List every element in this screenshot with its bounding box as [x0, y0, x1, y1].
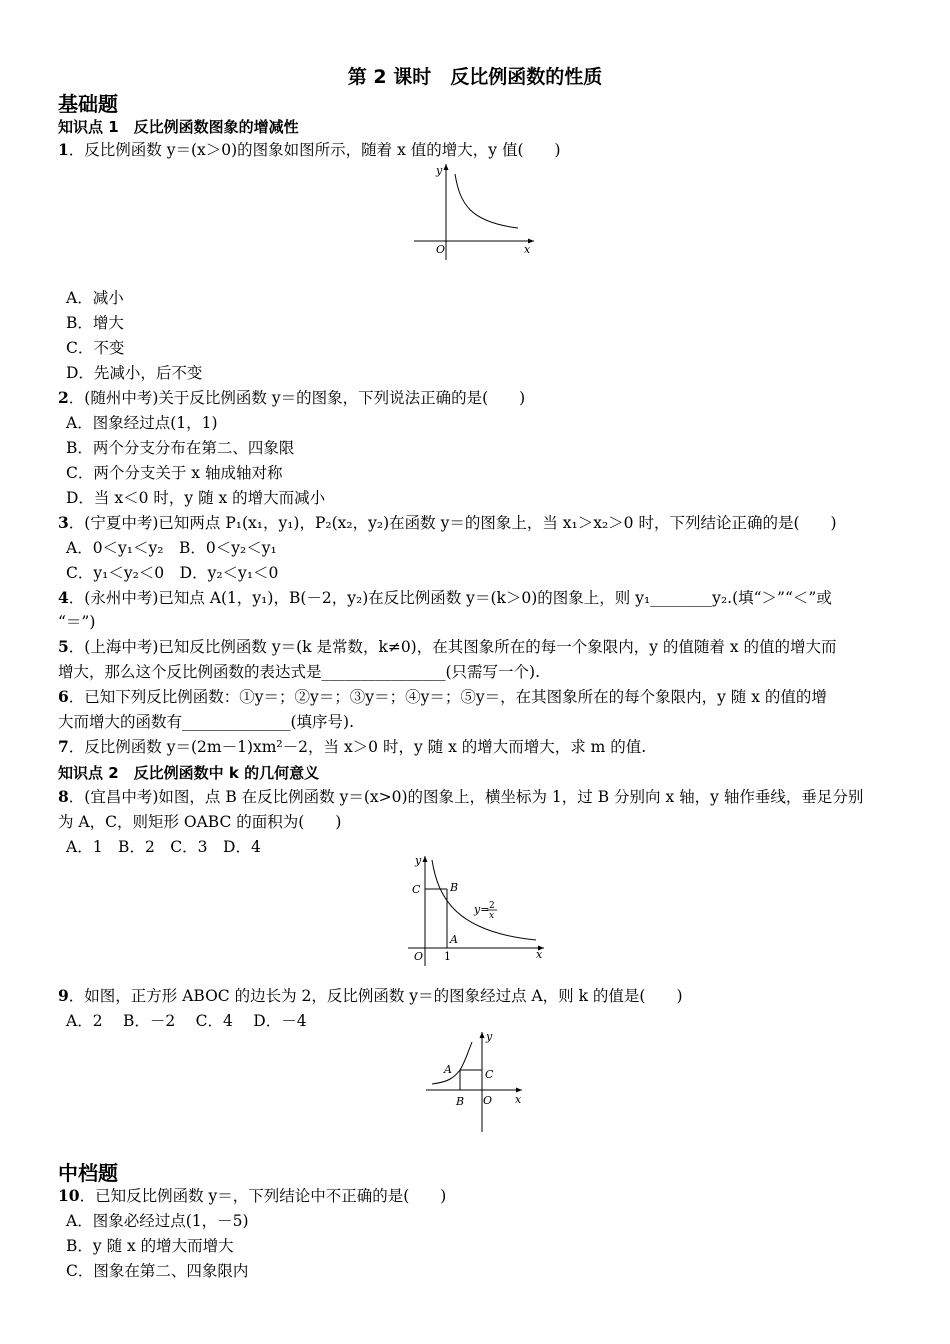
- question-number: 5: [58, 637, 69, 656]
- question-text: ．(宁夏中考)已知两点 P₁(x₁，y₁)，P₂(x₂，y₂)在函数 y＝的图象上，当 x₁＞x₂＞0 时，下列结论正确的是( ): [68, 514, 837, 532]
- question-text: ．反比例函数 y＝(2m－1)xm²－2，当 x＞0 时，y 随 x 的增大而增大，求 m 的值.: [68, 738, 647, 756]
- question-text: ．已知下列反比例函数：①y＝；②y＝；③y＝；④y＝；⑤y＝，在其图象所在的每个象限内，y 随 x 的值的增: [68, 688, 827, 706]
- question-7: [58, 737, 646, 757]
- q9-label-B: B: [456, 1095, 465, 1108]
- question-text: ．已知反比例函数 y＝，下列结论中不正确的是( ): [79, 1187, 447, 1205]
- q9-origin-label: O: [483, 1094, 493, 1107]
- question-9: [58, 986, 683, 1006]
- question-number: 8: [58, 787, 69, 806]
- question-text: ．反比例函数 y＝(x＞0)的图象如图所示，随着 x 值的增大，y 值( ): [68, 141, 561, 159]
- q9-figure: [420, 1028, 530, 1136]
- q8-label-B: B: [450, 881, 459, 894]
- q9-options: A．2 B．－2 C．4 D．－4: [66, 1012, 307, 1030]
- question-text: ．(随州中考)关于反比例函数 y＝的图象，下列说法正确的是( ): [68, 389, 526, 407]
- section-middle-heading: 中档题: [58, 1161, 118, 1185]
- page-title: 第 2 课时 反比例函数的性质: [347, 66, 603, 88]
- q9-x-label: x: [515, 1093, 522, 1106]
- q1-figure: [408, 160, 538, 264]
- question-number: 9: [58, 986, 69, 1005]
- q8-x-label: x: [536, 948, 543, 961]
- q9-label-A: A: [444, 1063, 452, 1076]
- question-8: [58, 787, 863, 807]
- q8-options: A．1 B．2 C．3 D．4: [66, 838, 261, 856]
- q1-option: C．不变: [66, 339, 125, 357]
- question-10: [58, 1186, 446, 1206]
- section-basic-heading: 基础题: [58, 92, 118, 116]
- question-number: 6: [58, 687, 69, 706]
- question-4: [58, 588, 832, 608]
- q8-figure: [402, 852, 552, 970]
- q1-option: D．先减小，后不变: [66, 364, 203, 382]
- q2-option: A．图象经过点(1，1): [66, 414, 218, 432]
- q8-fn-label: y=: [474, 903, 490, 916]
- q8-label-C: C: [412, 883, 421, 896]
- question-text: ．(宜昌中考)如图，点 B 在反比例函数 y＝(x>0)的图象上，横坐标为 1，过 B 分别向 x 轴，y 轴作垂线，垂足分别: [68, 788, 864, 806]
- q8-y-label: y: [415, 854, 422, 867]
- q3-options-row: A．0＜y₁＜y₂ B．0＜y₂＜y₁: [66, 539, 277, 557]
- question-2: [58, 388, 525, 408]
- question-number: 1: [58, 140, 69, 159]
- q8-tick-1: 1: [444, 950, 451, 963]
- q9-label-C: C: [485, 1068, 494, 1081]
- q10-option: B．y 随 x 的增大而增大: [66, 1237, 234, 1255]
- q10-option: C．图象在第二、四象限内: [66, 1262, 249, 1280]
- question-5: [58, 637, 837, 657]
- question-number: 2: [58, 388, 69, 407]
- q3-options-row: C．y₁＜y₂＜0 D．y₂＜y₁＜0: [66, 564, 279, 582]
- q2-option: C．两个分支关于 x 轴成轴对称: [66, 464, 283, 482]
- question-8-continued: 为 A，C，则矩形 OABC 的面积为( ): [58, 813, 342, 831]
- q2-option: D．当 x＜0 时，y 随 x 的增大而减小: [66, 489, 326, 507]
- q8-fn-numerator: 2: [489, 901, 495, 911]
- q8-origin-label: O: [414, 950, 424, 963]
- q8-fn-denominator: x: [489, 911, 495, 921]
- knowledge-point-2: 知识点 2 反比例函数中 k 的几何意义: [58, 764, 320, 782]
- question-text: ．(永州中考)已知点 A(1，y₁)，B(－2，y₂)在反比例函数 y＝(k＞0)的图象上，则 y₁________y₂.(填“＞”“＜”或: [68, 589, 832, 607]
- question-6: [58, 687, 827, 707]
- q1-option: B．增大: [66, 314, 124, 332]
- question-6-continued: 大而增大的函数有______________(填序号).: [58, 713, 355, 731]
- q1-origin-label: O: [436, 243, 446, 256]
- question-text: ．(上海中考)已知反比例函数 y＝(k 是常数，k≠0)，在其图象所在的每一个象限内，y 的值随着 x 的值的增大而: [68, 638, 837, 656]
- q9-y-label: y: [486, 1030, 493, 1043]
- question-1: [58, 140, 561, 160]
- q1-option: A．减小: [66, 289, 124, 307]
- question-number: 4: [58, 588, 69, 607]
- q8-label-A: A: [450, 933, 458, 946]
- knowledge-point-1: 知识点 1 反比例函数图象的增减性: [58, 118, 299, 136]
- question-3: [58, 513, 837, 533]
- question-text: ．如图，正方形 ABOC 的边长为 2，反比例函数 y＝的图象经过点 A，则 k 的值是( ): [68, 987, 683, 1005]
- q1-y-label: y: [436, 164, 443, 177]
- q10-option: A．图象必经过点(1，－5): [66, 1212, 249, 1230]
- question-number: 10: [58, 1186, 80, 1205]
- question-number: 7: [58, 737, 69, 756]
- q2-option: B．两个分支分布在第二、四象限: [66, 439, 295, 457]
- q1-x-label: x: [524, 243, 531, 256]
- question-4-continued: “＝”): [58, 613, 96, 631]
- question-5-continued: 增大，那么这个反比例函数的表达式是________________(只需写一个).: [58, 663, 541, 681]
- question-number: 3: [58, 513, 69, 532]
